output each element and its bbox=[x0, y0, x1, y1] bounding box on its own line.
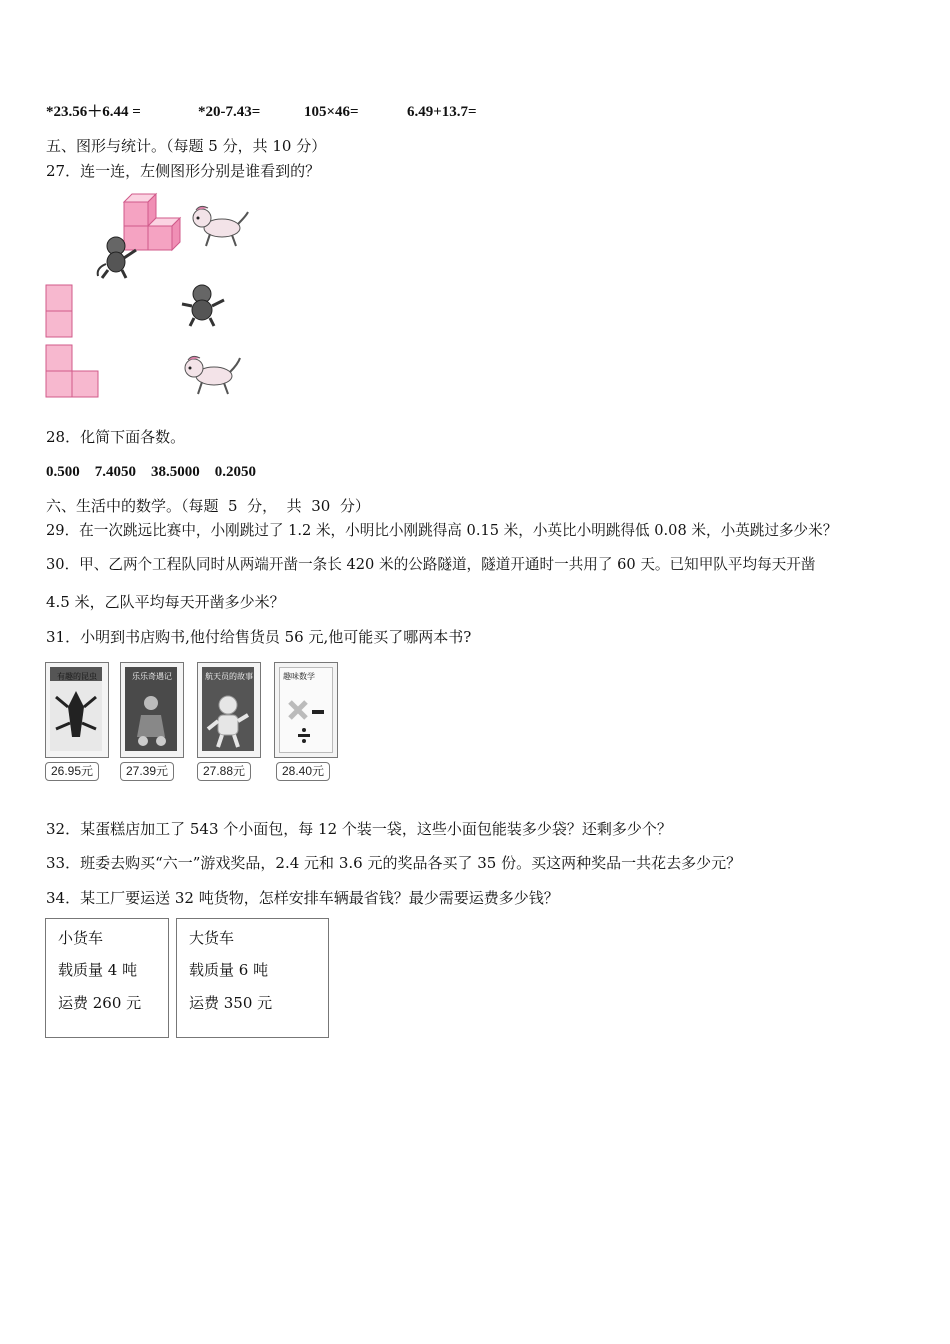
book-price: 28.40元 bbox=[276, 762, 330, 781]
monkey-icon-answer bbox=[180, 282, 226, 328]
question-32: 32．某蛋糕店加工了 543 个小面包，每 12 个装一袋，这些小面包能装多少袋？还剩多少个？ bbox=[46, 820, 672, 838]
question-28: 28．化简下面各数。 bbox=[46, 428, 186, 446]
book-title: 有趣的昆虫 bbox=[57, 672, 97, 681]
question-33: 33．班委去购买“六一”游戏奖品，2.4 元和 3.6 元的奖品各买了 35 份。买这两种奖品一共花去多少元？ bbox=[46, 854, 742, 872]
book-price: 27.39元 bbox=[120, 762, 174, 781]
book-title: 趣味数学 bbox=[283, 672, 315, 681]
section-5-heading: 五、图形与统计。（每题 5 分，共 10 分） bbox=[46, 137, 327, 155]
arithmetic-row bbox=[46, 102, 546, 122]
book-price: 26.95元 bbox=[45, 762, 99, 781]
arith-item-1: *23.56＋6.44 = bbox=[46, 104, 141, 120]
arith-item-4: 6.49+13.7= bbox=[407, 104, 477, 120]
book-fun-math bbox=[274, 662, 338, 758]
question-31: 31．小明到书店购书,他付给售货员 56 元,他可能买了哪两本书? bbox=[46, 628, 472, 646]
arith-item-3: 105×46= bbox=[304, 104, 359, 120]
book-title: 航天员的故事 bbox=[205, 672, 253, 681]
large-truck-card bbox=[176, 918, 329, 1038]
question-27: 27．连一连，左侧图形分别是谁看到的？ bbox=[46, 162, 321, 180]
truck-fee: 运费 260 元 bbox=[58, 994, 142, 1012]
question-30-line-1: 30．甲、乙两个工程队同时从两端开凿一条长 420 米的公路隧道，隧道开通时一共用了 60 天。已知甲队平均每天开凿 bbox=[46, 556, 816, 573]
monkey-icon bbox=[92, 234, 138, 280]
small-truck-card bbox=[45, 918, 169, 1038]
book-title: 乐乐奇遇记 bbox=[132, 672, 172, 681]
truck-name: 小货车 bbox=[58, 929, 104, 947]
puppy-icon-answer bbox=[180, 350, 242, 396]
question-34: 34．某工厂要运送 32 吨货物，怎样安排车辆最省钱？最少需要运费多少钱？ bbox=[46, 889, 559, 907]
book-adventure bbox=[120, 662, 184, 758]
arith-item-2: *20-7.43= bbox=[198, 104, 261, 120]
question-30-line-2: 4.5 米，乙队平均每天开凿多少米？ bbox=[46, 593, 285, 611]
view-two-stacked-squares bbox=[45, 284, 73, 338]
view-l-shape-squares bbox=[45, 344, 99, 398]
book-price: 27.88元 bbox=[197, 762, 251, 781]
question-29: 29．在一次跳远比赛中，小刚跳过了 1.2 米，小明比小刚跳得高 0.15 米，小英比小明跳得低 0.08 米，小英跳过多少米？ bbox=[46, 522, 838, 539]
truck-name: 大货车 bbox=[189, 929, 235, 947]
truck-fee: 运费 350 元 bbox=[189, 994, 273, 1012]
puppy-icon bbox=[188, 202, 250, 248]
truck-load: 载质量 4 吨 bbox=[58, 961, 138, 979]
section-6-heading: 六、生活中的数学。（每题 5 分， 共 30 分） bbox=[46, 497, 370, 515]
book-astronaut bbox=[197, 662, 261, 758]
truck-load: 载质量 6 吨 bbox=[189, 961, 269, 979]
question-28-numbers: 0.500 7.4050 38.5000 0.2050 bbox=[46, 464, 256, 480]
book-insects bbox=[45, 662, 109, 758]
